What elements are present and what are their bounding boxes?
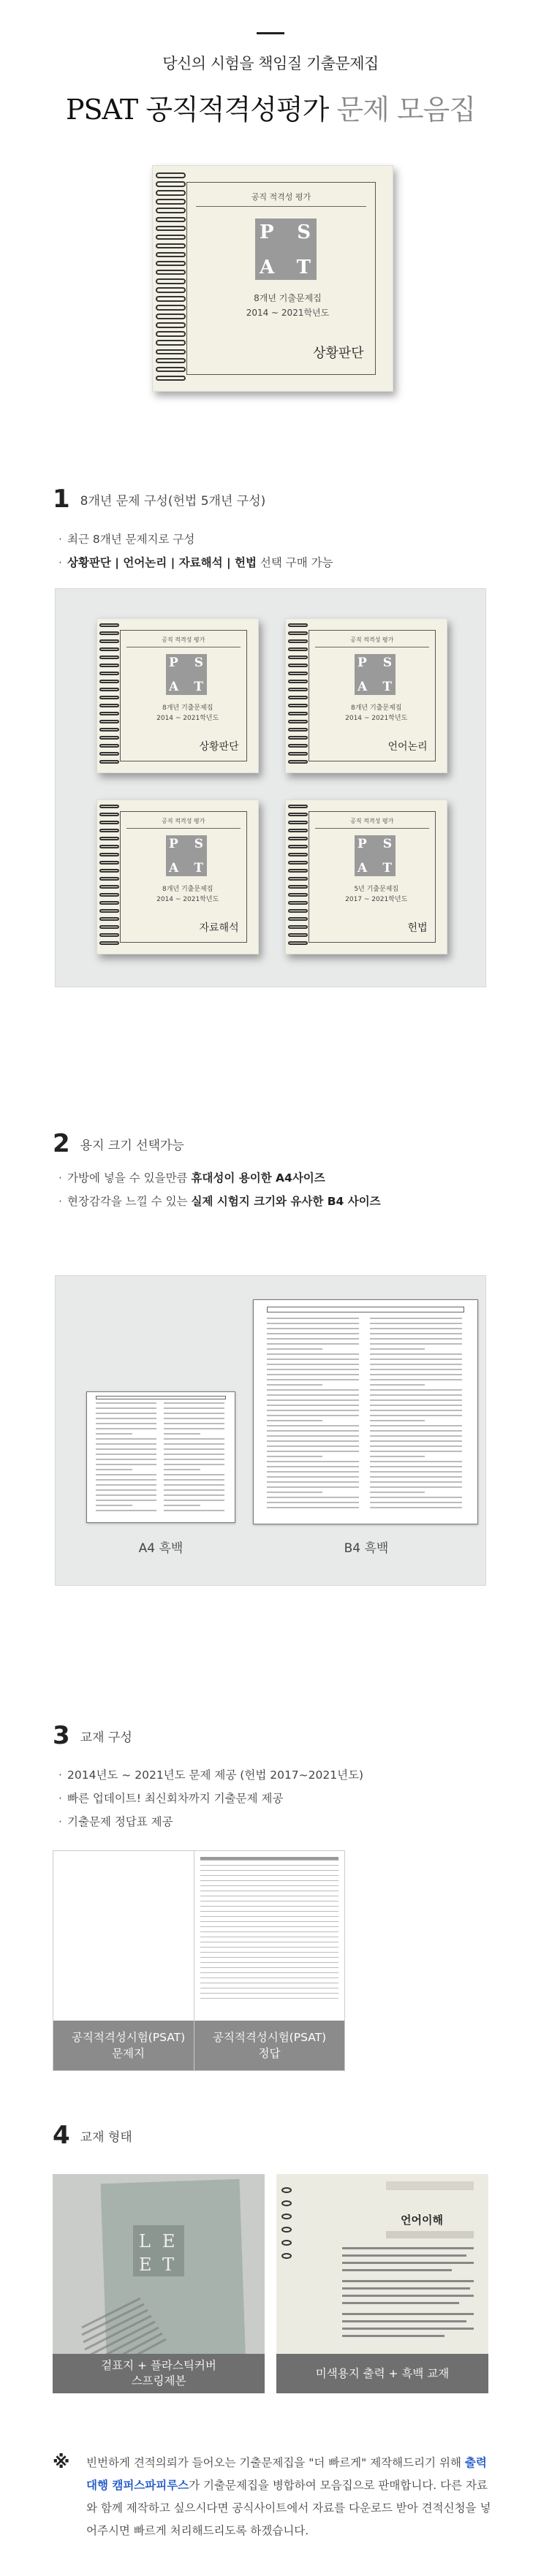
spiral-ring bbox=[288, 925, 308, 929]
bullet-item: · 빠른 업데이트! 최신회차까지 기출문제 제공 bbox=[58, 1792, 284, 1805]
book-line2: 2017 ~ 2021학년도 bbox=[345, 896, 408, 903]
spiral-ring bbox=[99, 829, 119, 832]
spiral-ring bbox=[288, 869, 308, 873]
spiral-ring bbox=[156, 217, 185, 223]
psat-logo: P S A T bbox=[166, 835, 207, 876]
spiral-ring bbox=[288, 885, 308, 889]
section-number: 4 bbox=[53, 2121, 70, 2150]
spiral-ring bbox=[99, 925, 119, 929]
section-1-header bbox=[53, 485, 265, 514]
book-subject: 상황판단 bbox=[313, 346, 364, 361]
bullet-item: · 기출문제 정답표 제공 bbox=[58, 1815, 173, 1828]
spiral-ring bbox=[288, 877, 308, 881]
section-title: 8개년 문제 구성(헌법 5개년 구성) bbox=[80, 493, 266, 509]
company-highlight: 출력대행 캠퍼스파피루스 bbox=[86, 2456, 487, 2492]
spiral-binding bbox=[97, 805, 118, 949]
spiral-ring bbox=[288, 704, 308, 707]
spiral-ring bbox=[156, 199, 185, 205]
spiral-ring bbox=[99, 821, 119, 824]
spiral-ring bbox=[288, 696, 308, 699]
spiral-ring bbox=[99, 656, 119, 659]
books-panel bbox=[55, 588, 486, 987]
book-line1: 8개년 기출문제집 bbox=[162, 704, 213, 712]
spiral-ring bbox=[288, 744, 308, 748]
spiral-ring bbox=[156, 322, 185, 328]
spiral-ring bbox=[99, 688, 119, 691]
a4-label: A4 흑백 bbox=[138, 1541, 184, 1556]
spiral-ring bbox=[99, 885, 119, 889]
spiral-ring bbox=[99, 680, 119, 683]
a4-sample-page bbox=[86, 1391, 235, 1523]
spiral-ring bbox=[156, 331, 185, 337]
svg-text:T: T bbox=[162, 2254, 175, 2275]
main-book-cover bbox=[152, 165, 393, 392]
spiral-ring bbox=[99, 845, 119, 848]
book-subject: 헌법 bbox=[407, 922, 428, 934]
spiral-ring bbox=[288, 712, 308, 715]
spiral-ring bbox=[288, 623, 308, 627]
spiral-ring bbox=[99, 917, 119, 921]
spiral-ring bbox=[288, 664, 308, 667]
paper-photo-heading: 언어이해 bbox=[401, 2214, 443, 2227]
spiral-ring bbox=[288, 680, 308, 683]
spiral-ring bbox=[288, 720, 308, 723]
answer-sheet-card: 공직적격성시험(PSAT) 정답 bbox=[194, 1850, 345, 2071]
notice-text: 빈번하게 견적의뢰가 들어오는 기출문제집을 "더 빠르게" 제작해드리기 위해 출력대행 캠퍼스파피루스가 기출문제집을 병합하여 모음집으로 판매합니다. 다른 자료와 함께 제작하고 싶으시다면 공식사이트에서 자료를 다운로드 받아 견적신청을 넣어주시면 빠르게 처리해드리도록 하겠습니다. bbox=[86, 2456, 491, 2537]
subject-book-cover bbox=[285, 618, 447, 773]
spiral-ring bbox=[99, 853, 119, 856]
book-top-text: 공직 적격성 평가 bbox=[162, 637, 205, 644]
spiral-ring bbox=[99, 728, 119, 732]
bullet-item: · 현장감각을 느낄 수 있는 실제 시험지 크기와 유사한 B4 사이즈 bbox=[58, 1195, 381, 1208]
book-line1: 8개년 기출문제집 bbox=[162, 886, 213, 893]
spiral-ring bbox=[288, 760, 308, 764]
book-line2: 2014 ~ 2021학년도 bbox=[345, 715, 408, 722]
spiral-ring bbox=[99, 760, 119, 764]
spiral-ring bbox=[99, 933, 119, 937]
spiral-ring bbox=[288, 728, 308, 732]
spiral-ring bbox=[288, 893, 308, 897]
spiral-ring bbox=[288, 941, 308, 945]
spiral-ring bbox=[288, 845, 308, 848]
spiral-ring bbox=[99, 813, 119, 816]
spiral-ring bbox=[288, 672, 308, 675]
spiral-ring bbox=[288, 837, 308, 840]
spiral-ring bbox=[99, 672, 119, 675]
spiral-ring bbox=[99, 639, 119, 643]
spiral-ring bbox=[99, 941, 119, 945]
spiral-ring bbox=[288, 829, 308, 832]
section-1-bullets bbox=[58, 528, 333, 574]
book-line1: 8개년 기출문제집 bbox=[350, 704, 402, 712]
spiral-ring bbox=[99, 736, 119, 740]
bullet-item: · 최근 8개년 문제지로 구성 bbox=[58, 533, 195, 546]
spiral-ring bbox=[156, 172, 185, 178]
book-line2: 2014 ~ 2021학년도 bbox=[156, 715, 219, 722]
spiral-ring bbox=[288, 736, 308, 740]
spiral-ring bbox=[288, 933, 308, 937]
spiral-ring bbox=[99, 704, 119, 707]
question-sheet-card: 공직적격성시험(PSAT) 문제지 bbox=[53, 1850, 204, 2071]
spiral-ring bbox=[99, 631, 119, 635]
spiral-ring bbox=[99, 647, 119, 651]
spiral-ring bbox=[156, 358, 185, 364]
hero-title-light: 문제 모음집 bbox=[336, 94, 476, 126]
bullet-item: · 2014년도 ~ 2021년도 문제 제공 (헌법 2017~2021년도) bbox=[58, 1768, 364, 1782]
psat-logo: P S A T bbox=[355, 654, 396, 695]
notice-mark: ※ bbox=[53, 2452, 70, 2472]
hero-title-main: PSAT 공직적격성평가 bbox=[65, 94, 329, 126]
section-title: 교재 구성 bbox=[80, 1730, 132, 1745]
spiral-ring bbox=[99, 744, 119, 748]
section-title: 용지 크기 선택가능 bbox=[80, 1138, 184, 1153]
spiral-ring bbox=[156, 235, 185, 240]
section-number: 2 bbox=[53, 1129, 70, 1158]
spiral-ring bbox=[156, 287, 185, 293]
spiral-ring bbox=[156, 349, 185, 355]
spiral-ring bbox=[99, 805, 119, 808]
spiral-ring bbox=[99, 877, 119, 881]
spiral-ring bbox=[288, 647, 308, 651]
book-top-text: 공직 적격성 평가 bbox=[251, 191, 311, 202]
spiral-ring bbox=[99, 861, 119, 865]
spiral-ring bbox=[288, 853, 308, 856]
spiral-ring bbox=[288, 861, 308, 865]
book-subject: 상황판단 bbox=[199, 741, 239, 753]
psat-logo: P S A T bbox=[166, 654, 207, 695]
psat-logo: P S A T bbox=[355, 835, 396, 876]
binding-photo: L E E T 겉표지 + 플라스틱커버 스프링제본 bbox=[53, 2174, 265, 2393]
hero-title bbox=[0, 87, 541, 127]
book-line2: 2014 ~ 2021학년도 bbox=[246, 308, 330, 318]
spiral-ring bbox=[156, 296, 185, 302]
section-number: 1 bbox=[53, 485, 70, 514]
book-line1: 8개년 기출문제집 bbox=[254, 293, 322, 303]
spiral-ring bbox=[156, 181, 185, 187]
spiral-ring bbox=[99, 869, 119, 873]
spiral-binding bbox=[97, 623, 118, 767]
paper-size-panel bbox=[55, 1275, 486, 1586]
spiral-ring bbox=[156, 270, 185, 276]
spiral-ring bbox=[288, 909, 308, 913]
section-2-bullets bbox=[58, 1166, 381, 1213]
book-top-text: 공직 적격성 평가 bbox=[162, 818, 205, 825]
spiral-ring bbox=[288, 821, 308, 824]
spiral-ring bbox=[156, 261, 185, 267]
spiral-ring bbox=[288, 631, 308, 635]
spiral-ring bbox=[288, 656, 308, 659]
hero-subtitle: 당신의 시험을 책임질 기출문제집 bbox=[162, 55, 379, 72]
spiral-ring bbox=[156, 367, 185, 373]
spiral-ring bbox=[288, 917, 308, 921]
spiral-binding bbox=[153, 172, 184, 384]
book-line1: 5년 기출문제집 bbox=[354, 886, 399, 893]
b4-sample-page bbox=[253, 1299, 478, 1524]
book-line2: 2014 ~ 2021학년도 bbox=[156, 896, 219, 903]
section-title: 교재 형태 bbox=[80, 2129, 132, 2145]
spiral-ring bbox=[99, 712, 119, 715]
spiral-ring bbox=[288, 688, 308, 691]
spiral-binding bbox=[286, 805, 307, 949]
spiral-ring bbox=[156, 305, 185, 311]
spiral-ring bbox=[99, 623, 119, 627]
subject-book-cover bbox=[97, 799, 259, 954]
paper-photo: 언어이해 미색용지 출력 + 흑백 교재 bbox=[276, 2174, 488, 2393]
spiral-binding bbox=[286, 623, 307, 767]
spiral-ring bbox=[99, 837, 119, 840]
spiral-ring bbox=[99, 664, 119, 667]
spiral-ring bbox=[156, 226, 185, 232]
section-4-header bbox=[53, 2121, 132, 2150]
book-subject: 언어논리 bbox=[387, 741, 428, 753]
subject-book-cover bbox=[97, 618, 259, 773]
bullet-item: · 상황판단 | 언어논리 | 자료해석 | 헌법 선택 구매 가능 bbox=[58, 556, 333, 569]
spiral-ring bbox=[288, 752, 308, 756]
psat-logo: P S A T bbox=[255, 219, 317, 280]
svg-text:E: E bbox=[162, 2231, 175, 2252]
subject-book-cover bbox=[285, 799, 447, 954]
book-top-text: 공직 적격성 평가 bbox=[350, 818, 394, 825]
book-top-text: 공직 적격성 평가 bbox=[350, 637, 394, 644]
spiral-ring bbox=[288, 901, 308, 905]
spiral-ring bbox=[156, 376, 185, 381]
spiral-ring bbox=[156, 340, 185, 346]
svg-text:E: E bbox=[139, 2254, 152, 2275]
spiral-ring bbox=[156, 190, 185, 196]
book-subject: 자료해석 bbox=[199, 922, 239, 934]
b4-label: B4 흑백 bbox=[344, 1541, 389, 1556]
spiral-ring bbox=[99, 901, 119, 905]
spiral-ring bbox=[156, 314, 185, 319]
spiral-ring bbox=[156, 252, 185, 258]
section-3-bullets bbox=[58, 1763, 363, 1834]
svg-text:L: L bbox=[139, 2231, 151, 2252]
spiral-ring bbox=[99, 909, 119, 913]
spiral-ring bbox=[99, 752, 119, 756]
spiral-ring bbox=[156, 243, 185, 249]
spiral-ring bbox=[156, 208, 185, 213]
spiral-ring bbox=[288, 813, 308, 816]
spiral-ring bbox=[99, 893, 119, 897]
section-3-header bbox=[53, 1721, 132, 1750]
spiral-ring bbox=[156, 278, 185, 284]
spiral-ring bbox=[288, 639, 308, 643]
bullet-item: · 가방에 넣을 수 있을만큼 휴대성이 용이한 A4사이즈 bbox=[58, 1171, 325, 1185]
section-2-header bbox=[53, 1129, 184, 1158]
spiral-ring bbox=[99, 696, 119, 699]
section-number: 3 bbox=[53, 1721, 70, 1750]
spiral-ring bbox=[99, 720, 119, 723]
hero-divider bbox=[257, 32, 284, 34]
spiral-ring bbox=[288, 805, 308, 808]
